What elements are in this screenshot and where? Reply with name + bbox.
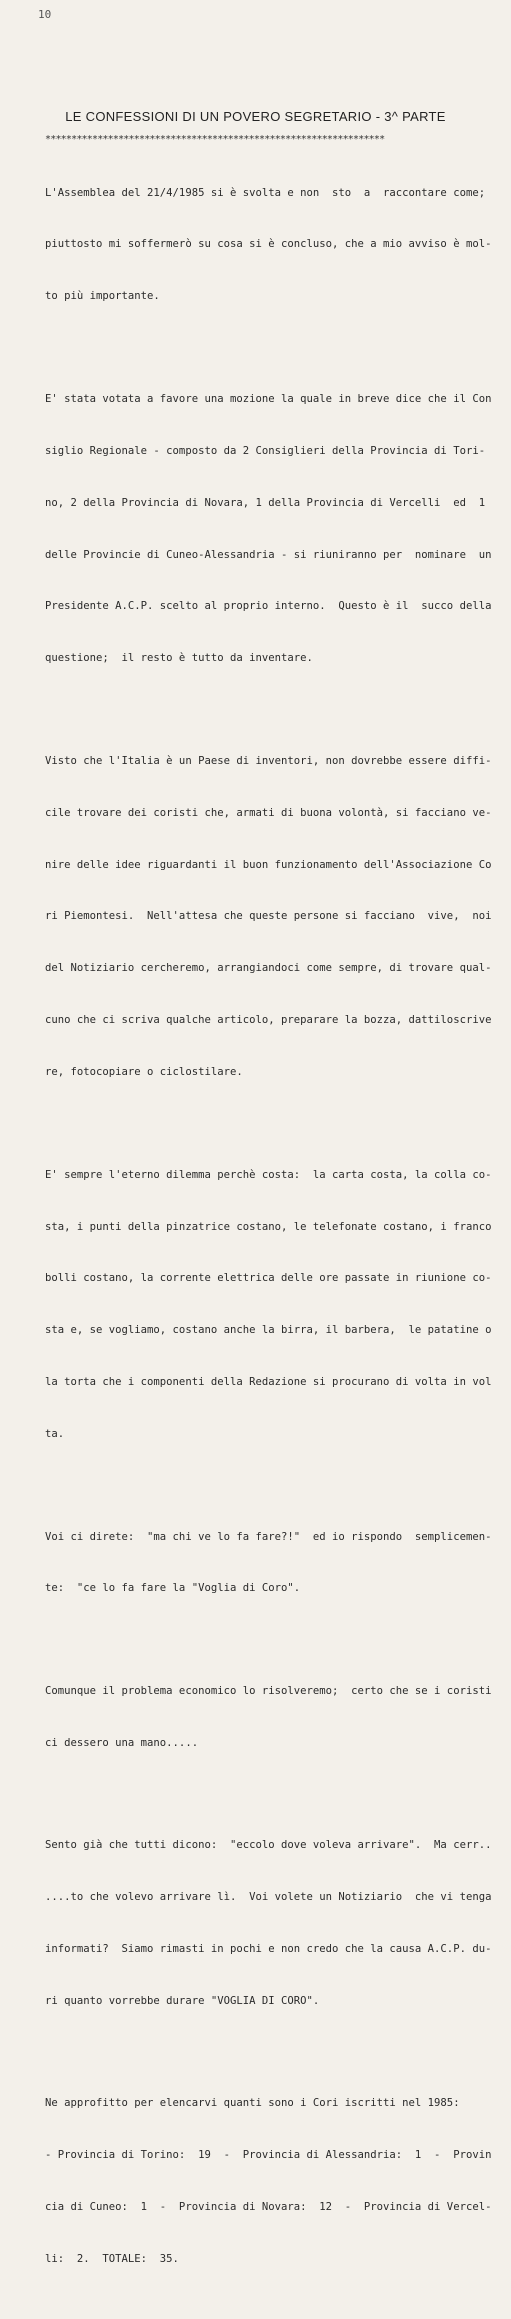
asterisk-separator: ***************************************************************** <box>45 134 385 145</box>
text-line: cia di Cuneo: 1 - Provincia di Novara: 12 - Provincia di Vercel- <box>45 2201 492 2214</box>
text-line: ....to che volevo arrivare lì. Voi volete un Notiziario che vi tenga <box>45 1891 492 1904</box>
text-line: questione; il resto è tutto da inventare. <box>45 652 313 665</box>
paragraph <box>45 718 492 1116</box>
paragraph <box>45 1132 492 1478</box>
text-line: del Notiziario cercheremo, arrangiandoci come sempre, di trovare qual- <box>45 962 492 975</box>
paragraph <box>45 2061 492 2303</box>
text-line: nire delle idee riguardanti il buon funzionamento dell'Associazione Co <box>45 858 492 871</box>
text-line: ri quanto vorrebbe durare "VOGLIA DI CORO". <box>45 1994 320 2007</box>
text-line: E' sempre l'eterno dilemma perchè costa: la carta costa, la colla co- <box>45 1168 492 1181</box>
text-line: sta e, se vogliamo, costano anche la birra, il barbera, le patatine o <box>45 1324 492 1337</box>
text-line: Visto che l'Italia è un Paese di inventori, non dovrebbe essere diffi- <box>45 754 492 767</box>
paragraph <box>45 1494 492 1632</box>
text-line: te: "ce lo fa fare la "Voglia di Coro". <box>45 1582 301 1595</box>
text-line: informati? Siamo rimasti in pochi e non credo che la causa A.C.P. du- <box>45 1943 492 1956</box>
paragraph <box>45 356 492 702</box>
article-body <box>45 150 492 2319</box>
text-line: no, 2 della Provincia di Novara, 1 della Provincia di Vercelli ed 1 <box>45 496 486 509</box>
text-line: ta. <box>45 1428 65 1441</box>
paragraph <box>45 1803 492 2045</box>
text-line: to più importante. <box>45 290 160 303</box>
text-line: ci dessero una mano..... <box>45 1736 199 1749</box>
text-line: Presidente A.C.P. scelto al proprio interno. Questo è il succo della <box>45 600 492 613</box>
article-title: LE CONFESSIONI DI UN POVERO SEGRETARIO - 3^ PARTE <box>65 109 446 124</box>
text-line: delle Provincie di Cuneo-Alessandria - si riuniranno per nominare un <box>45 548 492 561</box>
text-line: L'Assemblea del 21/4/1985 si è svolta e non sto a raccontare come; <box>45 186 486 199</box>
text-line: siglio Regionale - composto da 2 Consiglieri della Provincia di Tori- <box>45 444 486 457</box>
text-line: cile trovare dei coristi che, armati di buona volontà, si facciano ve- <box>45 806 492 819</box>
text-line: Ne approfitto per elencarvi quanti sono i Cori iscritti nel 1985: <box>45 2097 460 2110</box>
text-line: re, fotocopiare o ciclostilare. <box>45 1066 243 1079</box>
text-line: li: 2. TOTALE: 35. <box>45 2253 179 2266</box>
text-line: la torta che i componenti della Redazione si procurano di volta in vol <box>45 1376 492 1389</box>
text-line: cuno che ci scriva qualche articolo, preparare la bozza, dattiloscrive <box>45 1014 492 1027</box>
text-line: piuttosto mi soffermerò su cosa si è concluso, che a mio avviso è mol- <box>45 238 492 251</box>
paragraph <box>45 150 492 340</box>
text-line: E' stata votata a favore una mozione la quale in breve dice che il Con <box>45 392 492 405</box>
text-line: Comunque il problema economico lo risolveremo; certo che se i coristi <box>45 1684 492 1697</box>
page-number: 10 <box>38 8 52 21</box>
text-line: sta, i punti della pinzatrice costano, le telefonate costano, i franco <box>45 1220 492 1233</box>
text-line: bolli costano, la corrente elettrica delle ore passate in riunione co- <box>45 1272 492 1285</box>
paragraph <box>45 1648 492 1786</box>
text-line: Voi ci direte: "ma chi ve lo fa fare?!" ed io rispondo semplicemen- <box>45 1530 492 1543</box>
text-line: Sento già che tutti dicono: "eccolo dove voleva arrivare". Ma cerr.. <box>45 1839 492 1852</box>
text-line: - Provincia di Torino: 19 - Provincia di Alessandria: 1 - Provin <box>45 2149 492 2162</box>
text-line: ri Piemontesi. Nell'attesa che queste persone si facciano vive, noi <box>45 910 492 923</box>
